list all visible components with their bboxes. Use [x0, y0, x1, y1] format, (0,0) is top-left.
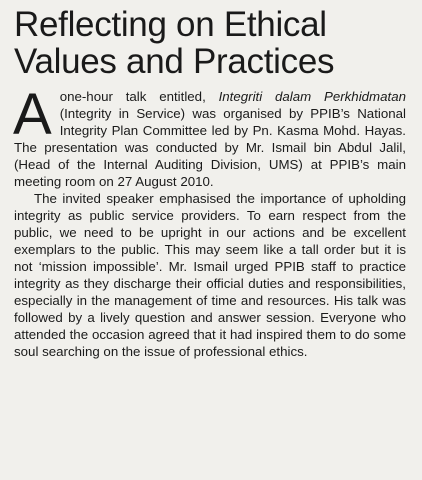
paragraph-1-rest: (Integrity in Service) was organised by PPIB’s National Integrity Plan Committee led by Pn. Kasma Mohd. Hayas. The presentation was conducted by Mr. Ismail bin Abdul Jalil, (Head of the Internal Auditing Division, UMS) at PPIB’s main meeting room on 27 August 2010.: [14, 106, 406, 189]
article-body: [13, 82, 407, 360]
title-line-1: Reflecting on Ethical: [14, 5, 327, 44]
paragraph-1: [13, 82, 407, 190]
drop-cap: A: [13, 82, 52, 147]
article-title: [14, 6, 406, 80]
paragraph-1-start: one-hour talk entitled,: [59, 89, 219, 104]
paragraph-2: The invited speaker emphasised the importance of upholding integrity as public service providers. To earn respect from the public, we need to be upright in our actions and be excellent exemplars to the public. This may seem like a tall order but it is not ‘mission impossible’. Mr. Ismail urged PPIB staff to practice integrity as they discharge their official duties and responsibilities, especially in the management of time and resources. His talk was followed by a lively question and answer session. Everyone who attended the occasion agreed that it had inspired them to do some soul searching on the issue of professional ethics.: [14, 191, 406, 359]
talk-title-malay: Integriti dalam Perkhidmatan: [218, 89, 407, 104]
title-line-2: Values and Practices: [14, 42, 335, 81]
